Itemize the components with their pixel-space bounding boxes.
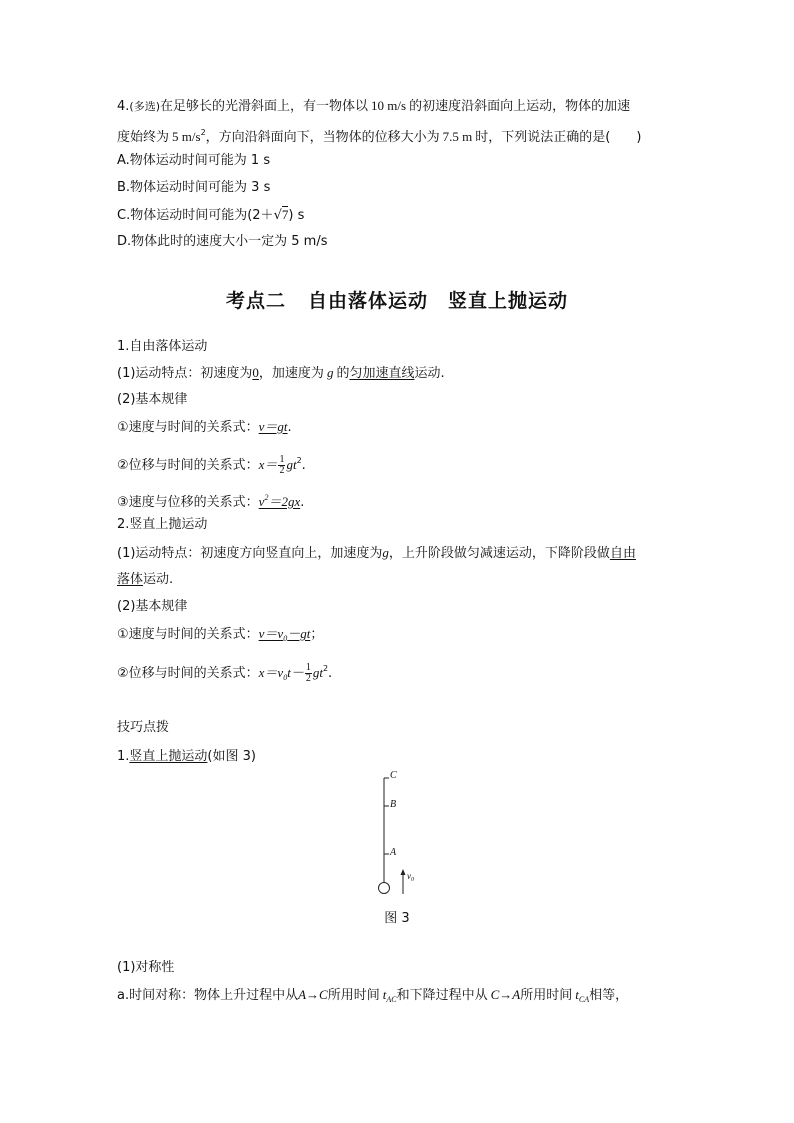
vertical-throw-diagram [360, 770, 440, 900]
vertical-throw-rule-1 [117, 625, 323, 648]
symmetry-heading: (1)对称性 [117, 960, 175, 975]
sqrt-radicand: 7 [281, 207, 289, 222]
text: . [287, 420, 292, 435]
text: 运动. [143, 572, 174, 587]
tips-heading: 技巧点拨 [117, 720, 170, 735]
superscript: 2 [264, 493, 269, 502]
question-text: 度始终为 [117, 130, 170, 145]
label-v0 [407, 871, 414, 883]
symbol-t: t [575, 987, 579, 1002]
text: a.时间对称：物体上升过程中从 [117, 988, 299, 1003]
formula-part: －gt [287, 626, 311, 641]
text: 的 [336, 366, 350, 381]
initial-velocity-value: 0 [252, 365, 259, 380]
option-d: D.物体此时的速度大小一定为 5 m/s [117, 234, 328, 249]
blank-answer: 匀加速直线 [349, 366, 415, 381]
text: ，上升阶段做匀减速运动，下降阶段做 [388, 546, 610, 561]
free-fall-heading: 1.自由落体运动 [117, 339, 208, 354]
vertical-throw-feature-cont [117, 571, 173, 589]
subscript: AC [386, 995, 397, 1004]
text: (如图 3) [207, 749, 256, 764]
text: ②位移与时间的关系式： [117, 666, 259, 681]
text: 1. [117, 749, 130, 764]
subscript: 0 [283, 634, 288, 643]
acceleration-value: 5 m/s [172, 129, 201, 144]
option-c-text: C.物体运动时间可能为(2＋ [117, 208, 274, 223]
option-a: A.物体运动时间可能为 1 s [117, 153, 271, 168]
formula: x＝ [258, 457, 278, 472]
formula-part: x＝v [258, 665, 284, 680]
blank-answer: 落体 [117, 572, 144, 587]
text: 和下降过程中从 [396, 988, 488, 1003]
text: ； [310, 627, 324, 642]
formula-part: v＝v [258, 626, 284, 641]
text: ②位移与时间的关系式： [117, 458, 259, 473]
option-b: B.物体运动时间可能为 3 s [117, 180, 271, 195]
denominator: 2 [279, 465, 285, 476]
vertical-throw-rule-2 [117, 660, 332, 687]
numerator: 1 [305, 662, 311, 673]
question-text: 在足够长的光滑斜面上，有一物体以 [160, 99, 369, 114]
superscript: 2 [322, 664, 329, 673]
symbol-g: g [326, 365, 334, 380]
segment-ca: C→A [490, 987, 521, 1002]
text: ，加速度为 [258, 366, 324, 381]
text: . [300, 495, 305, 510]
vertical-throw-rules: (2)基本规律 [117, 599, 188, 614]
segment-ac: A→C [298, 987, 328, 1002]
text: 运动. [414, 366, 445, 381]
question-4-line-2 [117, 124, 641, 147]
formula [259, 494, 301, 509]
formula-part: gt [312, 665, 323, 680]
option-c [117, 206, 304, 225]
text: (1)运动特点：初速度为 [117, 366, 253, 381]
tips-item-1 [117, 748, 256, 766]
symmetry-time [117, 986, 628, 1009]
text: 相等， [589, 988, 629, 1003]
superscript: 2 [296, 456, 302, 465]
arrow-head-icon [401, 869, 406, 875]
formula-part: v [258, 494, 265, 509]
free-fall-rules: (2)基本规律 [117, 392, 188, 407]
free-fall-feature [117, 364, 445, 383]
denominator: 2 [305, 673, 311, 684]
subscript: CA [578, 995, 590, 1004]
question-text: ，方向沿斜面向下，当物体的位移大小为 [205, 130, 440, 145]
section-title-number: 考点二 [225, 290, 286, 312]
symbol-g: g [382, 545, 389, 560]
text: 所用时间 [520, 988, 573, 1003]
initial-speed: 10 m/s [371, 98, 407, 113]
figure-caption: 图 3 [384, 911, 410, 926]
label-c: C [390, 770, 397, 781]
fraction-half [305, 663, 312, 684]
text: 所用时间 [327, 988, 380, 1003]
question-number: 4. [117, 99, 130, 114]
subscript: 0 [283, 673, 288, 682]
label-v-sub: 0 [411, 877, 414, 883]
text: . [301, 458, 306, 473]
formula [259, 626, 311, 641]
section-title-text: 自由落体运动 竖直上抛运动 [308, 290, 569, 312]
vertical-throw-heading: 2.竖直上抛运动 [117, 517, 208, 532]
superscript: 2 [200, 128, 206, 137]
figure-3 [360, 770, 440, 904]
vertical-throw-feature [117, 544, 636, 563]
question-text: 时，下列说法正确的是( ) [475, 130, 642, 145]
text: ①速度与时间的关系式： [117, 420, 259, 435]
formula-part: t－ [287, 665, 304, 680]
free-fall-rule-3 [117, 489, 304, 512]
symbol-t: t [382, 987, 387, 1002]
formula: v＝gt [258, 419, 288, 434]
question-4-line-1 [117, 97, 630, 116]
text: ①速度与时间的关系式： [117, 627, 259, 642]
numerator: 1 [279, 454, 285, 465]
sqrt-symbol: √ [273, 208, 282, 223]
free-fall-rule-1 [117, 418, 292, 437]
free-fall-rule-2 [117, 452, 306, 476]
multi-select-tag: (多选) [129, 100, 160, 113]
option-c-text: ) s [288, 208, 305, 223]
fraction-half [278, 455, 285, 476]
displacement-value: 7.5 m [442, 129, 473, 144]
label-v: v [407, 871, 411, 881]
label-a: A [390, 847, 397, 858]
text: ③速度与位移的关系式： [117, 495, 259, 510]
text: . [328, 666, 333, 681]
blank-answer: 自由 [609, 546, 636, 561]
question-text: 的初速度沿斜面向上运动，物体的加速 [409, 99, 631, 114]
text: (1)运动特点：初速度方向竖直向上，加速度为 [117, 546, 383, 561]
ball [379, 883, 390, 894]
underlined-term: 竖直上抛运动 [129, 749, 208, 764]
formula-part: ＝2gx [268, 494, 301, 509]
label-b: B [390, 799, 397, 810]
formula: gt [286, 457, 297, 472]
section-title [0, 286, 794, 313]
